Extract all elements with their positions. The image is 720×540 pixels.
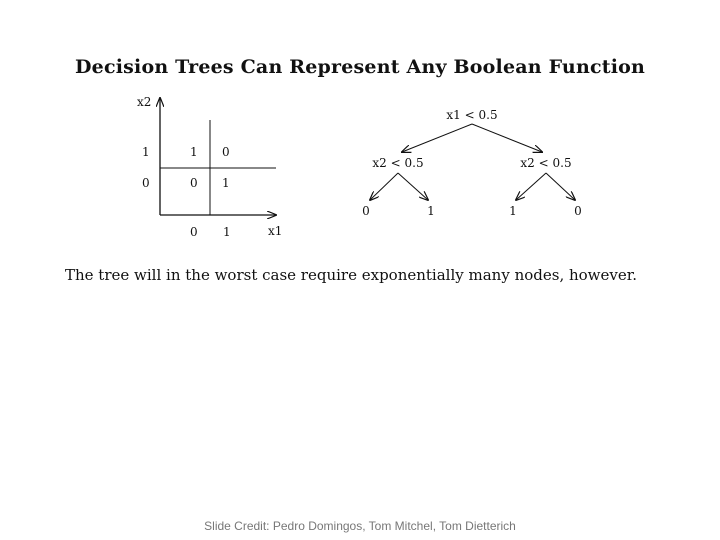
tree-edge xyxy=(370,173,398,200)
tree-edge xyxy=(546,173,575,200)
tree-leaf: 1 xyxy=(427,204,435,218)
tree-right-node: x2 < 0.5 xyxy=(520,156,572,170)
decision-tree xyxy=(362,108,582,218)
cell-value: 0 xyxy=(222,145,230,159)
slide-title: Decision Trees Can Represent Any Boolean Function xyxy=(74,56,646,78)
tree-edge xyxy=(472,124,542,152)
slide-body-text: The tree will in the worst case require exponentially many nodes, however. xyxy=(65,266,638,284)
cell-value: 0 xyxy=(190,176,198,190)
tree-leaf: 1 xyxy=(509,204,517,218)
tree-left-node: x2 < 0.5 xyxy=(372,156,424,170)
slide-credit: Slide Credit: Pedro Domingos, Tom Mitchel, Tom Dietterich xyxy=(204,519,516,533)
tree-edge xyxy=(402,124,472,152)
cell-value: 1 xyxy=(190,145,198,159)
tree-edge xyxy=(398,173,428,200)
y-axis-label: x2 xyxy=(137,95,152,109)
tree-root-node: x1 < 0.5 xyxy=(446,108,498,122)
tree-leaf: 0 xyxy=(574,204,582,218)
y-tick-label: 0 xyxy=(142,176,150,190)
tree-leaf: 0 xyxy=(362,204,370,218)
x-axis-label: x1 xyxy=(268,224,283,238)
tree-edge xyxy=(516,173,546,200)
cell-value: 1 xyxy=(222,176,230,190)
y-tick-label: 1 xyxy=(142,145,150,159)
x-tick-label: 0 xyxy=(190,225,198,239)
xor-grid-plot xyxy=(137,95,282,239)
x-tick-label: 1 xyxy=(223,225,231,239)
